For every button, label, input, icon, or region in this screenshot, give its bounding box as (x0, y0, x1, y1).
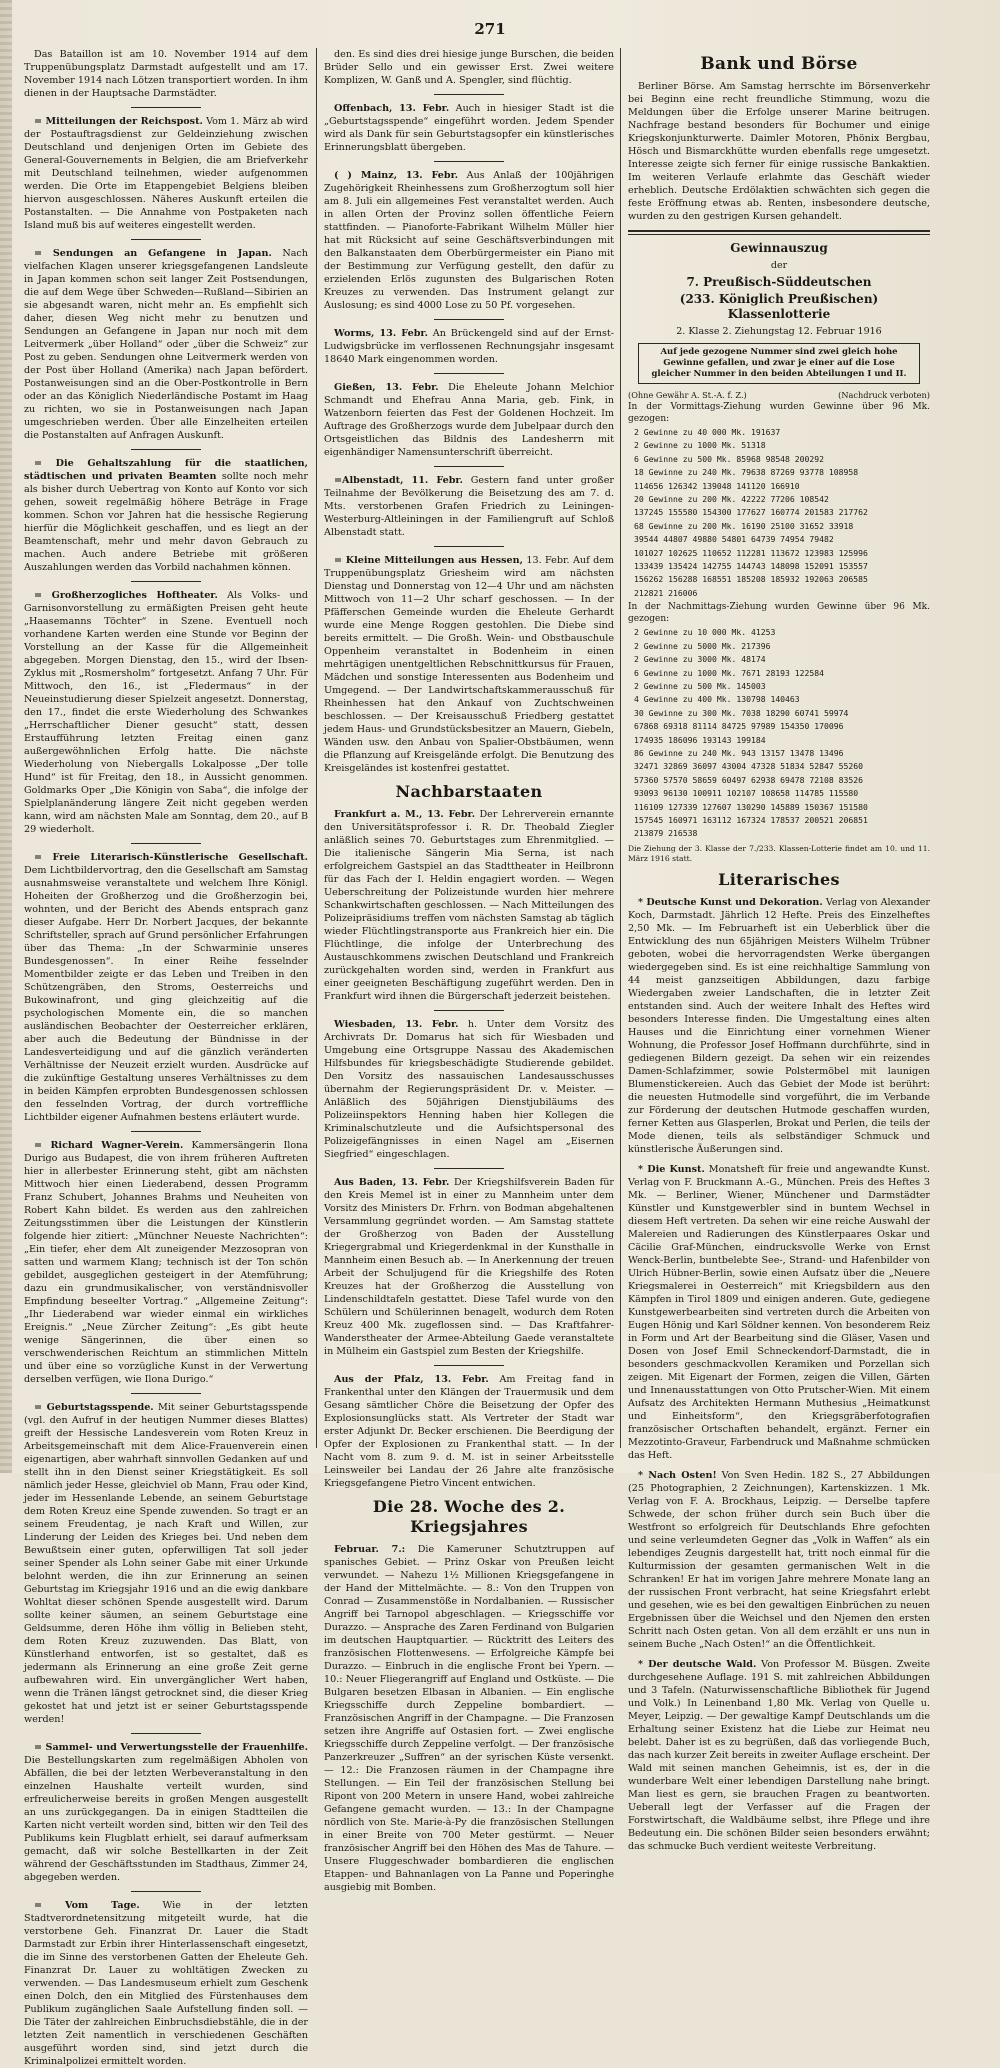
lottery-number-line: 4 Gewinne zu 400 Mk. 130798 140463 (634, 694, 800, 705)
lottery-title: Gewinnauszug (730, 241, 828, 255)
lottery-number-line: 156262 156288 168551 185208 185932 192063 206585 (634, 574, 868, 585)
lottery-number-line: 6 Gewinne zu 500 Mk. 85968 98548 200292 (634, 453, 825, 464)
news-item-text: Der Kriegshilfsverein Baden für den Kreis Memel ist in einer zu Mannheim unter dem Vorsitz des Ministers Dr. Frhrn. von Bodman abgehaltenen Versammlung gegründet worden. — Am Samstag stattete der Großherzog von Baden der Ausstellung Kriegergrabmal und Kriegerdenkmal in der Kunsthalle in Mannheim einen Besuch ab. — In Anerkennung der treuen Arbeit der Schuljugend für die Kriegshilfe des Roten Kreuzes hat der Großherzog die Ausstellung von Lindenschildtafeln gestattet. Diese Tafel wurde von den Schülern und Schülerinnen benagelt, wodurch dem Roten Kreuz 400 Mk. zugeflossen sind. — Das Kraftfahrer-Wanderstheater der Armee-Abteilung Gaede veranstaltete in Mülheim ein Gastspiel zum Besten der Kriegshilfe. (324, 1177, 614, 1357)
news-item (324, 1018, 614, 1161)
lottery-number-line: 2 Gewinne zu 3000 Mk. 48174 (634, 654, 766, 665)
item-separator (131, 107, 201, 108)
news-item-title: Frankfurt a. M., 13. Febr. (334, 809, 476, 820)
lottery-number-line: 2 Gewinne zu 5000 Mk. 217396 (634, 640, 771, 651)
morning-draw-intro: In der Vormittags-Ziehung wurden Gewinne über 96 Mk. gezogen: (628, 402, 930, 424)
column-rule (620, 48, 621, 1448)
lottery-draw-date: 2. Klasse 2. Ziehungstag 12. Februar 1916 (676, 326, 882, 337)
book-review-title: * Nach Osten! (638, 1469, 717, 1481)
lottery-footnote: Die Ziehung der 3. Klasse der 7./233. Klassen-Lotterie findet am 10. und 11. März 1916 statt. (628, 843, 930, 863)
news-item-text: den. Es sind dies drei hiesige junge Burschen, die beiden Brüder Sello und ein gewisser Erst. Zwei weitere Komplizen, W. Ganß und A. Spengler, sind flüchtig. (324, 49, 614, 86)
news-item-title: = Sendungen an Gefangene in Japan. (34, 248, 272, 259)
morning-draw-list (628, 427, 930, 599)
book-review (628, 896, 930, 1156)
news-item (24, 1139, 308, 1386)
news-item (24, 589, 308, 836)
news-item-text: sollte noch mehr als bisher durch Uebertrag von Konto auf Konto vor sich gehen, soweit regelmäßig höhere Beträge in Frage kommen. Schon vor Jahren hat die hessische Regierung hierfür die Möglichkeit geschaffen, und es liegt an der Beamtenschaft, mehr und mehr davon Gebrauch zu machen. Auch andere Betriebe mit größeren Auszahlungen werden das Vorbild nachahmen können. (24, 471, 308, 573)
lottery-number-line: 20 Gewinne zu 200 Mk. 42222 77206 108542 (634, 494, 829, 505)
column-regional-news (324, 48, 614, 1893)
lottery-number-line: 174935 186096 193143 199184 (634, 734, 766, 745)
lottery-number-line: 212821 216006 (634, 587, 698, 598)
news-item-text: Als Volks- und Garnisonvorstellung zu ermäßigten Preisen geht heute „Haasemanns Töchter“ in Szene. Eventuell noch vorhandene Karten werden eine Stunde vor Beginn der Vorstellung an der Kasse für die Allgemeinheit abgegeben. Morgen Dienstag, den 15., wird der Ibsen-Zyklus mit „Rosmersholm“ fortgesetzt. Anfang 7 Uhr. Für Mittwoch, den 16., ist „Fledermaus“ in der Neueinstudierung dieser Spielzeit angesetzt. Donnerstag, den 17., findet die erste Wiederholung des Schwankes „Herrschaftlicher Diener gesucht“ statt, dessen Erstaufführung letzten Freitag einen ganz außergewöhnlichen Erfolg hatte. Die nächste Wiederholung von Niebergalls Lokalposse „Der tolle Hund“ ist für Freitag, den 18., in Aussicht genommen. Goldmarks Oper „Die Königin von Saba“, die infolge der Spielplanänderung längere Zeit nicht gegeben werden kann, wird am nächsten Male am Sonntag, dem 20., auf B 29 wiederholt. (24, 590, 308, 835)
book-review-text: Verlag von Alexander Koch, Darmstadt. Jährlich 12 Hefte. Preis des Einzelheftes 2,50 Mk. — Im Februarheft ist ein Ueberblick über die Entwicklung des nun 65jährigen Meisters Wilhelm Trübner geboten, wobei die hervorragendsten Werke übergangen wiedergegeben sind. Es ist eine reichhaltige Sammlung von 44 meist ganzseitigen Abbildungen, dazu farbige Wiedergaben zweier Landschaften, die in letzter Zeit entstanden sind. Auch der weitere Inhalt des Heftes wird besonders Interesse finden. Die Umgestaltung eines alten Hauses und die Einrichtung einer vornehmen Wiener Wohnung, die Professor Josef Hoffmann durchführte, sind in gediegenen Bildern gezeigt. Da sehen wir ein reizendes Damen-Schlafzimmer, sowie Polstermöbel mit launigen Blumenstickereien. Auch das Gebiet der Mode ist berührt: die neuesten Hutmodelle sind vorgeführt, die im Verbande zur Förderung der deutschen Hutmode geschaffen wurden, ferner Ketten aus Glasperlen, Brokat und Perlen, die teils der Mode dienen, teils als selbständiger Schmuck und künstlerische Äußerungen sind. (628, 896, 930, 1155)
literature-list (628, 896, 930, 1853)
news-item-title: Worms, 13. Febr. (334, 328, 428, 339)
news-item-text: h. Unter dem Vorsitz des Archivrats Dr. Domarus hat sich für Wiesbaden und Umgebung eine Ortsgruppe Nassau des Akademischen Hilfsbundes für kriegsbeschädigte Studierende gebildet. Den Vorsitz des nassauischen Landesausschusses übernahm der Regierungspräsident Dr. v. Meister. — Anläßlich des 50jährigen Dienstjubiläums des Polizeiinspektors Henning haben hier Kollegen die Kriminalschutzleute und die Aufsichtspersonal des Polizeigefängnisses in einen Nagel am „Eisernen Siegfried“ eingeschlagen. (324, 1019, 614, 1160)
news-item-text: Aus Anlaß der 100jährigen Zugehörigkeit Rheinhessens zum Großherzogtum soll hier am 8. Juli ein allgemeines Fest veranstaltet werden. Auch in allen Orten der Provinz sollen öffentliche Feiern stattfinden. — Pianoforte-Fabrikant Wilhelm Müller hier hat mit Rücksicht auf seine Geschäftsverbindungen mit den Balkanstaaten dem Oberbürgermeister ein Piano mit der Bestimmung zur Verfügung gestellt, den dafür zu erzielenden Erlös zugunsten des Bulgarischen Roten Kreuzes zu verwenden. Das Instrument gelangt zur Auslosung; es sind 4000 Lose zu 50 Pf. vorgesehen. (324, 170, 614, 311)
item-separator (131, 581, 201, 582)
news-item-text: Kammersängerin Ilona Durigo aus Budapest, die von ihrem früheren Auftreten hier in allerbester Erinnerung steht, gibt am nächsten Mittwoch hier einen Liederabend, dessen Programm Franz Schubert, Johannes Brahms und Neuheiten von Robert Kahn bildet. Es werden aus den zahlreichen Zeitungsstimmen über die Leistungen der Künstlerin folgende hier zitiert: „Münchner Neueste Nachrichten“: „Ein tiefer, eher dem Alt zuneigender Mezzosopran von satten und warmem Klang; technisch ist der Ton schön gebildet, ausgeglichen gesteigert in der Atemführung; dazu ein grundmusikalischer, von verständnisvoller Empfindung beseelter Vortrag.“ „Allgemeine Zeitung“: „Ihr Liederabend war wieder einmal ein wirkliches Ereignis.“ „Neue Zürcher Zeitung“: „Es gibt heute wenige Sängerinnen, die über einen so verschwenderischen Reichtum an stimmlichen Mitteln und über eine so vorzügliche Kunst in der Verwertung derselben verfügen, wie Ilona Durigo.“ (24, 1140, 308, 1385)
column-markets-literature (628, 48, 930, 1852)
news-item-title: = Geburtstagsspende. (34, 1402, 154, 1413)
news-item (324, 1176, 614, 1358)
news-item-title: = Richard Wagner-Verein. (34, 1140, 184, 1151)
section-heading: Die 28. Woche des 2. Kriegsjahres (372, 1497, 566, 1536)
news-item (24, 115, 308, 232)
news-item (324, 474, 614, 539)
news-item-text: Vom 1. März ab wird der Postauftragsdienst zur Geldeinziehung zwischen Deutschland und denjenigen Orten im Gebiete des General-Gouvernements in Belgien, die am Briefverkehr mit Deutschland teilnehmen, wieder aufgenommen werden. Die Orte im Etappengebiet Belgiens bleiben hiervon ausgeschlossen. Näheres Auskunft erteilen die Postanstalten. — Die Annahme von Postpaketen nach Island muß bis auf weiteres eingestellt werden. (24, 116, 308, 231)
news-item-title: Aus Baden, 13. Febr. (334, 1177, 450, 1188)
news-item-title: =Albenstadt, 11. Febr. (334, 475, 463, 486)
news-item-title: = Die Gehaltszahlung für die staatlichen, städtischen und privaten Beamten (24, 458, 308, 482)
lottery-title-der: der (770, 260, 788, 271)
news-item-title: = Freie Literarisch-Künstlerische Gesellschaft. (34, 852, 308, 863)
lottery-results (628, 241, 930, 864)
news-item-text: 13. Febr. Auf dem Truppenübungsplatz Griesheim wird am nächsten Dienstag und Donnerstag von 12—4 Uhr und am nächsten Mittwoch von 11—2 Uhr scharf geschossen. — In der Pfäfferschen Gemeinde wurden die Eheleute Gerhardt wurde eine Menge Roggen gestohlen. Die Diebe sind bereits ermittelt. — Die Großh. Wein- und Obstbauschule Oppenheim veranstaltet in Bodenheim in einen mehrtägigen unentgeltlichen Rebschnittkursus für Frauen, Mädchen und sonstige Interessenten aus Bodenheim und Umgegend. — Der Landwirtschaftskammerausschuß für Rheinhessen hat den Ankauf von Zuchtschweinen beschlossen. — Der Kreisausschuß Friedberg gestattet jedem Haus- und Grundstücksbesitzer an Mauern, Giebeln, Wänden usw. den Anbau von Spalier-Obstbäumen, wenn die Pflanzung auf Kreisgelände erfolgt. Die Benutzung des Kreisgeländes ist kostenfrei gestattet. (324, 555, 614, 774)
book-review-title: * Der deutsche Wald. (638, 1658, 757, 1670)
news-item (324, 1543, 614, 1894)
lottery-number-line: 30 Gewinne zu 300 Mk. 7038 18290 60741 59974 (634, 707, 849, 718)
item-separator (131, 1393, 201, 1394)
book-review (628, 1658, 930, 1853)
news-item (324, 1373, 614, 1490)
item-separator (434, 466, 504, 467)
news-item (24, 1401, 308, 1726)
news-item-text: Die Kameruner Schutztruppen auf spanisches Gebiet. — Prinz Oskar von Preußen leicht verwundet. — Nahezu 1½ Millionen Kriegsgefangene in der Hand der Mittelmächte. — 8.: Von den Truppen von Conrad — Zusammenstöße in Nordalbanien. — Russischer Angriff bei Tarnopol abgeschlagen. — Kriegsschiffe vor Durazzo. — Ansprache des Zaren Ferdinand von Bulgarien im deutschen Hauptquartier. — Rücktritt des Leiters des französischen Flottenwesens. — Erfolgreiche Kämpfe bei Durazzo. — Einbruch in die englische Front bei Ypern. — 10.: Neuer Fliegerangriff auf England und Ostküste. — Die Bulgaren besetzen Elbasan in Albanien. — Ein englische Kriegsschiffe durch Zeppeline bombardiert. — Französischen Angriff in der Champagne. — Die Franzosen setzen ihre Angriffe auf Ostasien fort. — Zwei englische Kriegsschiffe durch Zeppeline verfolgt. — Der französische Panzerkreuzer „Suffren“ an der syrischen Küste versenkt. — 12.: Die Franzosen räumen in der Champagne ihre Stellungen. — Ein Teil der französischen Stellung bei Ripont von 200 Metern in unsere Hand, wobei zahlreiche Gefangene gemacht wurden. — 13.: In der Champagne nördlich von Ste. Marie-à-Py die französischen Stellungen in einer Breite von 700 Meter gestürmt. — Neuer französischer Angriff bei den Höhen des Mas de Tahure. — Unsere Fluggeschwader bombardieren die englischen Etappen- und Bahnanlagen von La Panne und Poperinghe ausgiebig mit Bomben. (324, 1544, 614, 1893)
item-separator (131, 1131, 201, 1132)
news-item-text: Die Bestellungskarten zum regelmäßigen Abholen von Abfällen, die bei der letzten Werbeveranstaltung in den einzelnen Haushalte verteilt wurden, sind erfreulicherweise bereits in großen Mengen ausgestellt an uns zurückgegangen. Da in einigen Stadtteilen die Karten nicht verteilt worden sind, bitten wir den Teil des Publikums kein Flugblatt erhielt, sei darauf aufmerksam gemacht, daß wir solche Bestellkarten in der Zeit während der Geschäftsstunden im Stadthaus, Zimmer 24, abgegeben werden. (24, 1755, 308, 1883)
lottery-number-line: 68 Gewinne zu 200 Mk. 16190 25100 31652 33918 (634, 520, 854, 531)
item-separator (131, 1891, 201, 1892)
item-separator (434, 319, 504, 320)
lottery-number-line: 39544 44807 49880 54801 64739 74954 79482 (634, 534, 834, 545)
column-local-news (24, 48, 308, 2067)
lottery-number-line: 67868 69318 81114 84725 97989 154350 170096 (634, 721, 844, 732)
lottery-number-line: 2 Gewinne zu 10 000 Mk. 41253 (634, 627, 776, 638)
news-item-text: Gestern fand unter großer Teilnahme der Bevölkerung die Beisetzung des am 7. d. Mts. verstorbenen Grafen Friedrich zu Leiningen-Westerburg-Altleiningen in der Familiengruft auf Schloß Albenstadt statt. (324, 475, 614, 538)
news-item-title: = Sammel- und Verwertungsstelle der Frauenhilfe. (34, 1742, 308, 1753)
literature-heading: Literarisches (718, 869, 840, 889)
news-item (24, 48, 308, 100)
news-item (24, 247, 308, 442)
item-separator (434, 546, 504, 547)
news-item-title: = Mitteilungen der Reichspost. (34, 116, 203, 127)
item-separator (131, 1733, 201, 1734)
item-separator (131, 843, 201, 844)
bank-heading: Bank und Börse (700, 54, 858, 74)
adjacent-page-edge (0, 0, 12, 1473)
news-item (324, 327, 614, 366)
lottery-number-line: 114656 126342 139048 141120 166910 (634, 480, 800, 491)
news-item (324, 102, 614, 154)
item-separator (434, 1365, 504, 1366)
lottery-number-line: 2 Gewinne zu 500 Mk. 145003 (634, 680, 766, 691)
news-item (324, 381, 614, 459)
afternoon-draw-intro: In der Nachmittags-Ziehung wurden Gewinne über 96 Mk. gezogen: (628, 602, 930, 625)
news-item-title: Wiesbaden, 13. Febr. (334, 1019, 459, 1030)
item-separator (434, 1010, 504, 1011)
item-separator (434, 94, 504, 95)
news-item-title: Gießen, 13. Febr. (334, 382, 439, 393)
page-number: 271 (474, 20, 506, 38)
news-item-text: Die Eheleute Johann Melchior Schmandt und Ehefrau Anna Maria, geb. Fink, in Watzenborn feierten das Fest der Goldenen Hochzeit. Im Auftrage des Großherzogs wurde dem Jubelpaar durch den Ortsgeistlichen das Bildnis des Landesherrn mit eigenhändiger Namensunterschrift überreicht. (324, 382, 614, 458)
news-item (24, 1741, 308, 1884)
divider (628, 230, 930, 235)
news-item-text: Auch in hiesiger Stadt ist die „Geburtstagsspende“ eingeführt worden. Jedem Spender wird als Dank für sein Geburtstagsopfer ein künstlerisches Erinnerungsblatt übergeben. (324, 103, 614, 153)
lottery-number-line: 116109 127339 127607 130290 145889 150367 151580 (634, 801, 868, 812)
lottery-number-line: 101027 102625 110652 112281 113672 123983 125996 (634, 547, 868, 558)
news-item-text: An Brückengeld sind auf der Ernst-Ludwigsbrücke im verflossenen Rechnungsjahr insgesamt 18640 Mark eingenommen worden. (324, 328, 614, 365)
news-item-text: Am Freitag fand in Frankenthal unter den Klängen der Trauermusik und dem Gesang sämtlicher Chöre die Beisetzung der Opfer des Explosionsunglücks statt. Als Vertreter der Stadt war erster Adjunkt Dr. Becker erschienen. Die Beerdigung der Opfer der Explosionen zu Frankenthal statt. — In der Nacht vom 8. zum 9. d. M. ist in seiner Arbeitsstelle Leinsweiler bei Landau der 26 Jahre alte französische Kriegsgefangene Pietro Vincent entwichen. (324, 1374, 614, 1489)
lottery-reprint-note: (Nachdruck verboten) (838, 390, 930, 400)
afternoon-draw-list (628, 627, 930, 840)
book-review-text: Von Professor M. Büsgen. Zweite durchgesehene Auflage. 191 S. mit zahlreichen Abbildungen und 3 Tafeln. (Naturwissenschaftliche Bibliothek für Jugend und Volk.) In Leinenband 1,80 Mk. Verlag von Quelle u. Meyer, Leipzig. — Der gewaltige Kampf Deutschlands um die Erhaltung seiner Existenz hat die Liebe zur Heimat neu belebt. Daher ist es zu begrüßen, daß das vorliegende Buch, das nach kurzer Zeit bereits in zweiter Auflage erscheint. Der Wald mit seinen manchen Geheimnis, ist es, der in die wunderbare Welt einer lebendigen Darstellung nahe bringt. Man liest es gern, sie brauchen Fragen zu beantworten. Ueberall legt der Verfasser auf die Fragen der Forstwirtschaft, die Waldbäume selbst, ihre Pflege und ihre Bedeutung ein. Die schönen Bilder seien besonders erwähnt; das schmucke Buch verdient weiteste Verbreitung. (628, 1658, 930, 1852)
lottery-number-line: 2 Gewinne zu 40 000 Mk. 191637 (634, 427, 781, 437)
news-item (324, 48, 614, 87)
item-separator (434, 1168, 504, 1169)
bank-report: Berliner Börse. Am Samstag herrschte im Börsenverkehr bei Beginn eine recht freundliche Stimmung, wozu die Meldungen über die Erfolge unserer Marine beitrugen. Nachfrage bestand besonders für Bochumer und einige Kriegskonjunkturwerte. Daimler Motoren, Phönix Bergbau, Hösch und Bismarckhütte wurden ebenfalls rege umgesetzt. Interesse zeigte sich ferner für einige russische Bankaktien. Im weiteren Verlaufe erlahmte das Geschäft wieder erheblich. Deutsche Erdölaktien schwächten sich gegen die feste Eröffnung etwas ab. Renten, insbesondere deutsche, wurden zu den gestrigen Kursen gehandelt. (628, 81, 930, 222)
news-item (324, 554, 614, 775)
item-separator (131, 449, 201, 450)
lottery-number-line: 18 Gewinne zu 240 Mk. 79638 87269 93778 108958 (634, 467, 859, 478)
lottery-number-line: 157545 160971 163112 167324 178537 200521 206851 (634, 814, 868, 825)
news-item-text: Nach vielfachen Klagen unserer kriegsgefangenen Landsleute in Japan kommen schon seit langer Zeit Postsendungen, die auf dem Wege über Schweden—Rußland—Sibirien an sie abgesandt waren, nicht mehr an. Es empfiehlt sich daher, diesen Weg nicht mehr zu benutzen und Sendungen an Gefangene in Japan nur noch mit dem Leitvermerk „über Holland“ oder „über die Schweiz“ zur Post zu geben. Sendungen ohne Leitvermerk werden von der Post über Holland (Amerika) nach Japan befördert. Postanweisungen sind an die Ober-Postkontrolle in Bern oder an das Königlich Niederländische Postamt im Haag zu richten, wo sie in Postanweisungen nach Japan umgeschrieben werden. Über alle Einzelheiten erteilen die Postanstalten auf Anfragen Auskunft. (24, 248, 308, 441)
column-rule (316, 48, 317, 1448)
news-item (324, 169, 614, 312)
book-review (628, 1163, 930, 1462)
news-item-title: = Großherzogliches Hoftheater. (34, 590, 218, 601)
news-item-text: Dem Lichtbildervortrag, den die Gesellschaft am Samstag ausnahmsweise veranstaltete und welchem Ihre Königl. Hoheiten der Großherzog und die Großherzogin bei, wohnten, und der Bericht des Abends entsprach ganz dieser Aufgabe. Herr Dr. Norbert Jacques, der bekannte Schriftsteller, sprach auf Grund persönlicher Erfahrungen über das Thema: „In der Schwarminie unseres Bundesgenossen“. In einer Reihe fesselnder Momentbilder zeigte er das Leben und Treiben in den Schützengräben, den Stroms, Oesterreichs und Bukowinafront, und ging gleichzeitig auf die psychologischen Momente ein, die so manchen ausländischen Beobachter der Oesterreicher erklären, aber auch die Bedeutung der Bündnisse in der Landesverteidigung und auf die gänzlich veränderten Verhältnisse der Neuzeit erzielt wurden. Ausdrücke auf die zukünftige Gestaltung unseres Verhältnisses zu dem in beiden Kämpfen erprobten Bundesgenossen schlossen den fesselnden Vortrag, der durch vortreffliche Lichtbilder eigener Aufnahmen bestens erläutert wurde. (24, 865, 308, 1123)
lottery-number-line: 32471 32869 36097 43004 47328 51834 52847 55260 (634, 761, 864, 772)
news-item-title: Offenbach, 13. Febr. (334, 103, 450, 114)
news-item (24, 851, 308, 1124)
news-item-title: = Kleine Mitteilungen aus Hessen, (334, 555, 523, 566)
section-heading: Nachbarstaaten (395, 782, 543, 801)
lottery-number-line: 137245 155580 154300 177627 160774 201583 217762 (634, 507, 868, 518)
lottery-number-line: 57360 57570 58659 60497 62938 69478 72108 83526 (634, 774, 864, 785)
news-item-text: Mit seiner Geburtstagsspende (vgl. den Aufruf in der heutigen Nummer dieses Blattes) greift der Hessische Landesverein vom Roten Kreuz in Arbeitsgemeinschaft mit dem Alice-Frauenverein einen eigenartigen, aber wahrhaft sinnvollen Gedanken auf und stellt ihn in den Dienst seiner Kriegstätigkeit. Es soll nämlich jeder Hesse, gleichviel ob Mann, Frau oder Kind, jeder im Hessenlande Lebende, an seinem Geburtstage dem Roten Kreuz eine Spende zuwenden. So tragt er an seinem Freudentag, je nach Kraft und Willen, zur Linderung der Leiden des Krieges bei. Und neben dem Bewußtsein einer guten, opferwilligen Tat soll jeder seiner Spender als Lohn seiner Gabe mit einer Urkunde belohnt werden, die ihn zur Erinnerung an seinen Geburtstag im Kriegsjahr 1916 und an die ewig dankbare Wohltat dieser schönen Spende ausgestellt wird. Darum sollte keiner säumen, an seinem Geburtstage eine Geldsumme, deren Höhe ihm völlig in Belieben steht, dem Roten Kreuz zuzuwenden. Das Blatt, von Künstlerhand entworfen, ist so gestaltet, daß es jedermann als Erinnerung an eine große Zeit gerne aufbewahren wird. Ein unvergänglicher Wert haben, wenn die Tränen längst getrocknet sind, die dieser Krieg gekostet hat und jetzt ist er seiner Geburtstagsspende werden! (24, 1402, 308, 1725)
book-review-title: * Die Kunst. (638, 1163, 705, 1175)
lottery-number-line: 213879 216538 (634, 828, 698, 839)
news-item-title: ( ) Mainz, 13. Febr. (334, 170, 459, 181)
lottery-title-series: 7. Preußisch-Süddeutschen (686, 275, 872, 289)
news-item-text: Wie in der letzten Stadtverordnetensitzung mitgeteilt wurde, hat die verstorbene Geh. Finanzrat Dr. Lauer die Stadt Darmstadt zur Erbin ihrer Hinterlassenschaft eingesetzt, die im Sinne des verstorbenen Gatten der Eheleute Geh. Finanzrat Dr. Lauer zu wohltätigen Zwecken zu verwenden. — Das Landesmuseum erhielt zum Geschenk einen Dolch, den ein Mitglied des Fürstenhauses dem Publikum zugänglichen Saale Aufstellung finden soll. — Die Täter der zahlreichen Einbruchsdiebstähle, die in der letzten Zeit namentlich in verschiedenen Geschäften ausgeführt worden sind, sind jetzt durch die Kriminalpolizei ermittelt worden. (24, 1900, 308, 2067)
lottery-number-line: 93093 96130 100911 102107 108658 114785 115580 (634, 788, 859, 799)
item-separator (131, 239, 201, 240)
news-item-title: Februar. 7.: (334, 1544, 406, 1555)
news-item (324, 808, 614, 1003)
lottery-meta (628, 390, 930, 401)
lottery-disclaimer: (Ohne Gewähr A. St.-A. f. Z.) (628, 390, 747, 400)
news-item (24, 457, 308, 574)
book-review-text: Von Sven Hedin. 182 S., 27 Abbildungen (25 Photographien, 2 Zeichnungen), Kartenskizzen. 1 Mk. Verlag von F. A. Brockhaus, Leipzig. — Derselbe tapfere Schwede, der schon früher durch sein Buch über die Westfront so erfolgreich für Deutschlands Ehre gefochten und seine verleumdeten Gegner das „Volk in Waffen“ als ein lebendiges Zeugnis dargestellt hat, tritt noch einmal für die Kulturmission der gesamten germanischen Welt in die Schranken! Er hat im vorigen Jahre mehrere Monate lang an der russischen Front verbracht, hat seine Kriegsfahrt erlebt und gesehen, wie es bei den gewaltigen Einbrüchen zu neuen Ergebnissen über die Weichsel und den Njemen den ersten Schritt nach Osten getan. Von all dem erzählt er uns nun in seinem Buche „Nach Osten!“ an die Öffentlichkeit. (628, 1469, 930, 1650)
book-review-title: * Deutsche Kunst und Dekoration. (638, 896, 823, 908)
news-item-text: Das Bataillon ist am 10. November 1914 auf dem Truppenübungsplatz Darmstadt aufgestellt und am 17. November 1914 nach Lötzen transportiert worden. In ihm dienen in der Hauptsache Darmstädter. (24, 49, 308, 99)
lottery-number-line: 86 Gewinne zu 240 Mk. 943 13157 13478 13496 (634, 747, 844, 758)
lottery-notice: Auf jede gezogene Nummer sind zwei gleich hohe Gewinne gefallen, und zwar je einer auf die Lose gleicher Nummer in den beiden Abteilungen I und II. (638, 343, 920, 384)
news-item-title: Aus der Pfalz, 13. Febr. (334, 1374, 489, 1385)
book-review-text: Monatsheft für freie und angewandte Kunst. Verlag von F. Bruckmann A.-G., München. Preis des Heftes 3 Mk. — Berliner, Wiener, Münchener und Darmstädter Künstler und Kunstgewerbler sind in buntem Wechsel in diesem Heft vertreten. Da sehen wir eine reiche Auswahl der Malereien und Radierungen des Künstlerpaares Oskar und Cäcilie Graf-München, eindrucksvolle Werke von Ernst Wenck-Berlin, buntbelebte See-, Strand- und Hafenbilder von Ulrich Hübner-Berlin, sowie einen Aufsatz über die „Neuere Kriegsmalerei in Oesterreich“ mit Kriegsbildern aus den Kämpfen in Tirol 1809 und einigen anderen. Gute, gediegene Kunstgewerbearbeiten sind vertreten durch die Arbeiten von Eugen Hönig und Karl Söldner kennen. Von besonderem Reiz in Form und Art der Bearbeitung sind die Gläser, Vasen und Dosen von Josef Emil Schneckendorf-Darmstadt, die in besonders geschmackvollen Keramiken und Porzellan sich zeigen. Mit Eigenart der Formen, zeigen die Villen, Gärten und Innenausstattungen von Otto Prutscher-Wien. Mit einem Aufsatz des Architekten Hermann Muthesius „Heimatkunst und Einheitsform“, den Kriegsgräberfotografien französischer Ortschaften behandelt, ergänzt. Ferner ein Mezzotinto-Graveur, Farbendruck und Maßnahme schmücken das Heft. (628, 1163, 930, 1461)
news-item-text: Der Lehrerverein ernannte den Universitätsprofessor i. R. Dr. Theobald Ziegler anläßlich seines 70. Geburtstages zum Ehrenmitglied. — Die italienische Sängerin Mia Serna, ist nach erfolgreichem Gastspiel an das Stadttheater in Heilbronn für das Fach der I. Heldin engagiert worden. — Wegen Ueberschreitung der Polizeistunde wurden hier mehrere Schankwirtschaften geschlossen. — Nach Mitteilungen des Polizeipräsidiums treffen vom nächsten Samstag ab täglich wieder Flüchtlingstransporte aus Frankreich hier ein. Die Flüchtlinge, die infolge der Unterbrechung des Austauschkommens zwischen Deutschland und Frankreich zurückgehalten worden sind, werden in Frankfurt aus einer geeigneten Beschäftigung zugeführt werden. Den in Frankfurt wird ihnen die Bürgerschaft jederzeit beistehen. (324, 809, 614, 1002)
item-separator (434, 161, 504, 162)
lottery-title-class: (233. Königlich Preußischen) Klassenlotterie (679, 292, 879, 321)
news-item-title: = Vom Tage. (34, 1900, 140, 1911)
item-separator (434, 373, 504, 374)
lottery-number-line: 6 Gewinne zu 1000 Mk. 7671 28193 122584 (634, 667, 825, 678)
news-item (24, 1899, 308, 2068)
lottery-number-line: 133439 135424 142755 144743 148098 152091 153557 (634, 561, 868, 572)
book-review (628, 1469, 930, 1651)
lottery-number-line: 2 Gewinne zu 1000 Mk. 51318 (634, 440, 766, 451)
